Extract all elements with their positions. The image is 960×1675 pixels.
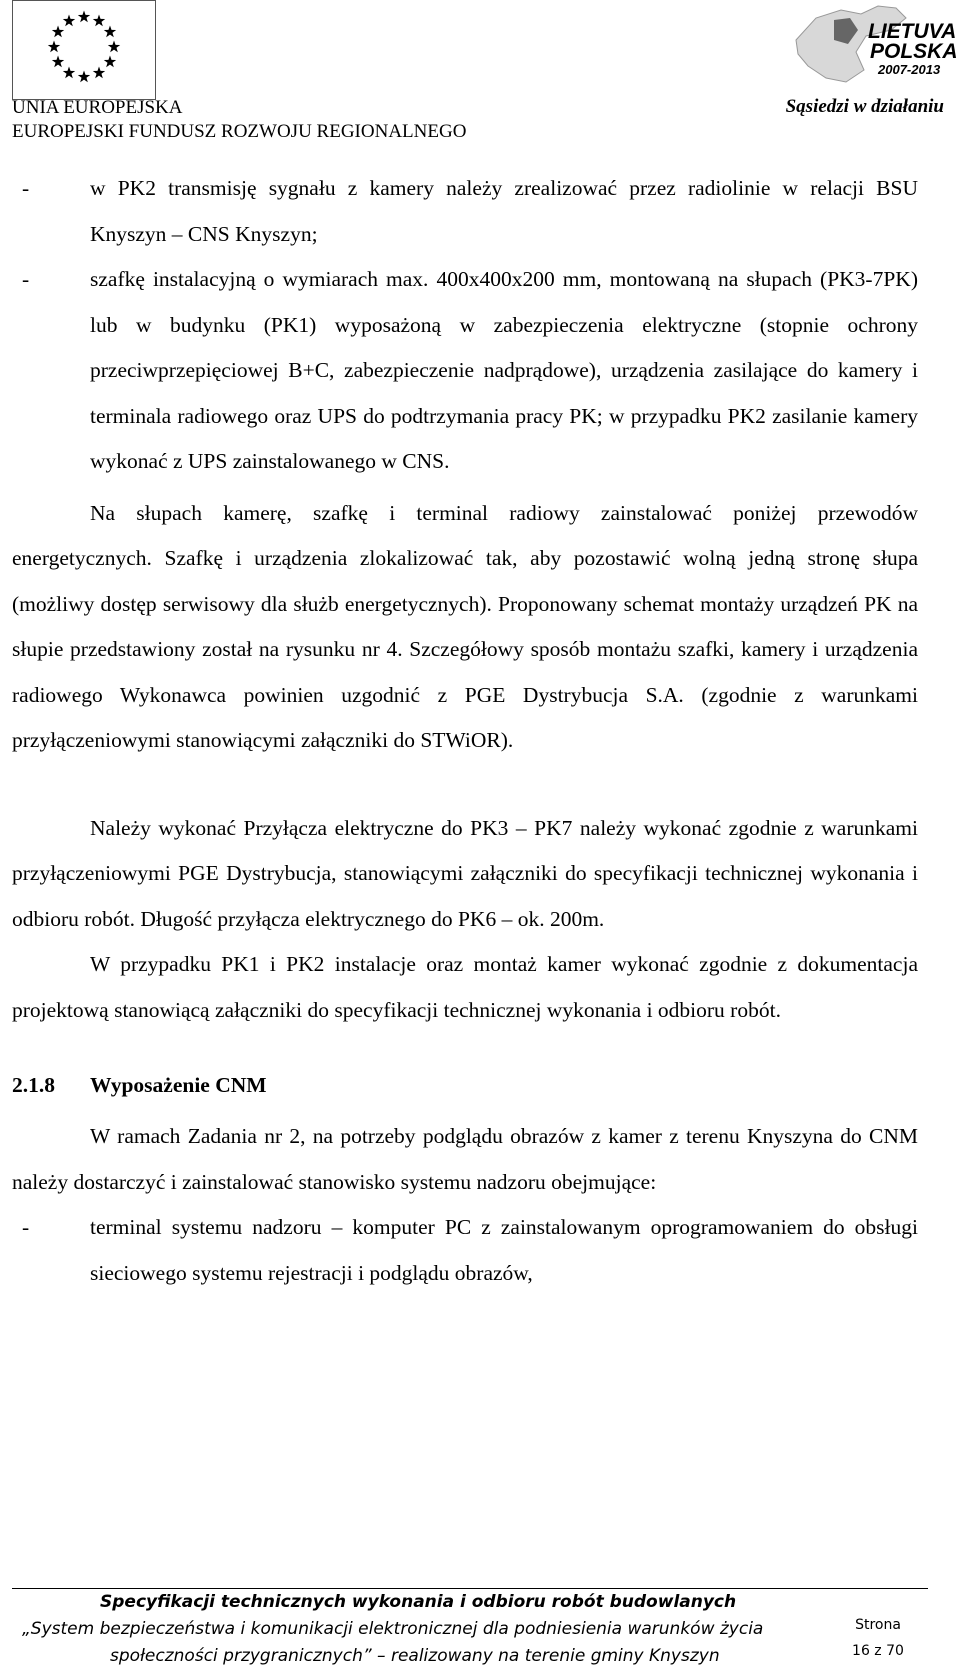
eu-star-icon (78, 71, 90, 83)
eu-star-icon (52, 56, 64, 68)
list-dash: - (22, 1215, 30, 1239)
list-item (12, 166, 918, 257)
list-dash: - (22, 176, 30, 200)
list-item-text: szafkę instalacyjną o wymiarach max. 400x400x200 mm, montowaną na słupach (PK3-7PK) lub w budynku (PK1) wyposażoną w zabezpieczenia elektryczne (stopnie ochrony przeciwprzepięciowej B+C, zabezpieczenie nadprądowe), urządzenia zasilające do kamery i terminala radiowego oraz UPS do podtrzymania pracy PK; w przypadku PK2 zasilanie kamery wykonać z UPS zainstalowanego w CNS. (90, 267, 918, 473)
eu-star-icon (93, 15, 105, 27)
eu-flag-logo (12, 0, 156, 100)
eu-star-icon (63, 66, 75, 78)
list-item (12, 1205, 918, 1296)
list-item-text: w PK2 transmisję sygnału z kamery należy zrealizować przez radiolinie w relacji BSU Knyszyn – CNS Knyszyn; (90, 176, 918, 246)
logo-text-years: 2007-2013 (878, 62, 941, 77)
section-title: Wyposażenie CNM (90, 1073, 267, 1097)
document-body (12, 166, 918, 1296)
section-heading (12, 1063, 918, 1108)
eu-stars-icon (13, 1, 155, 99)
section-number: 2.1.8 (12, 1073, 55, 1097)
footer-divider (12, 1588, 928, 1589)
list-item (12, 257, 918, 485)
list-item-text: terminal systemu nadzoru – komputer PC z zainstalowanym oprogramowaniem do obsługi sieciowego systemu rejestracji i podglądu obrazów, (90, 1215, 918, 1285)
footer-subtitle-line2: społeczności przygranicznych” – realizowany na terenie gminy Knyszyn (110, 1646, 720, 1666)
paragraph: Należy wykonać Przyłącza elektryczne do PK3 – PK7 należy wykonać zgodnie z warunkami przyłączeniowymi PGE Dystrybucja, stanowiącymi załączniki do specyfikacji technicznej wykonania i odbioru robót. Długość przyłącza elektrycznego do PK6 – ok. 200m. (12, 815, 918, 931)
eu-caption (12, 96, 466, 144)
eu-caption-line2: EUROPEJSKI FUNDUSZ ROZWOJU REGIONALNEGO (12, 121, 467, 142)
logo-text-lietuva: LIETUVA (868, 20, 957, 43)
eu-star-icon (63, 15, 75, 27)
logo-text-polska: POLSKA (870, 40, 958, 63)
page-label: Strona (855, 1617, 901, 1633)
eu-star-icon (78, 11, 90, 23)
eu-star-icon (104, 56, 116, 68)
page-count: 16 z 70 (852, 1643, 904, 1659)
paragraph: Na słupach kamerę, szafkę i terminal radiowy zainstalować poniżej przewodów energetycznych. Szafkę i urządzenia zlokalizować tak, aby pozostawić wolną jedną stronę słupa (możliwy dostęp serwisowy dla służb energetycznych). Proponowany schemat montaży urządzeń PK na słupie przedstawiony został na rysunku nr 4. Szczegółowy sposób montażu szafki, kamery i urządzenia radiowego Wykonawca powinien uzgodnić z PGE Dystrybucja S.A. (zgodnie z warunkami przyłączeniowymi stanowiącymi załączniki do STWiOR). (12, 500, 918, 752)
footer-subtitle-line1: „System bezpieczeństwa i komunikacji elektronicznej dla podniesienia warunków życia (22, 1619, 764, 1639)
eu-star-icon (104, 26, 116, 38)
footer-title: Specyfikacji technicznych wykonania i odbioru robót budowlanych (100, 1592, 737, 1612)
eu-star-icon (108, 41, 120, 53)
eu-caption-line1: UNIA EUROPEJSKA (12, 97, 183, 118)
eu-star-icon (52, 26, 64, 38)
paragraph: W ramach Zadania nr 2, na potrzeby podglądu obrazów z kamer z terenu Knyszyna do CNM należy dostarczyć i zainstalować stanowisko systemu nadzoru obejmujące: (12, 1124, 918, 1194)
paragraph: W przypadku PK1 i PK2 instalacje oraz montaż kamer wykonać zgodnie z dokumentacja projektową stanowiącą załączniki do specyfikacji technicznej wykonania i odbioru robót. (12, 952, 918, 1022)
lietuva-polska-logo (786, 0, 958, 94)
page-number (848, 1612, 908, 1664)
list-dash: - (22, 267, 30, 291)
eu-star-icon (93, 66, 105, 78)
logo-tagline: Sąsiedzi w działaniu (785, 96, 944, 117)
eu-star-icon (48, 41, 60, 53)
